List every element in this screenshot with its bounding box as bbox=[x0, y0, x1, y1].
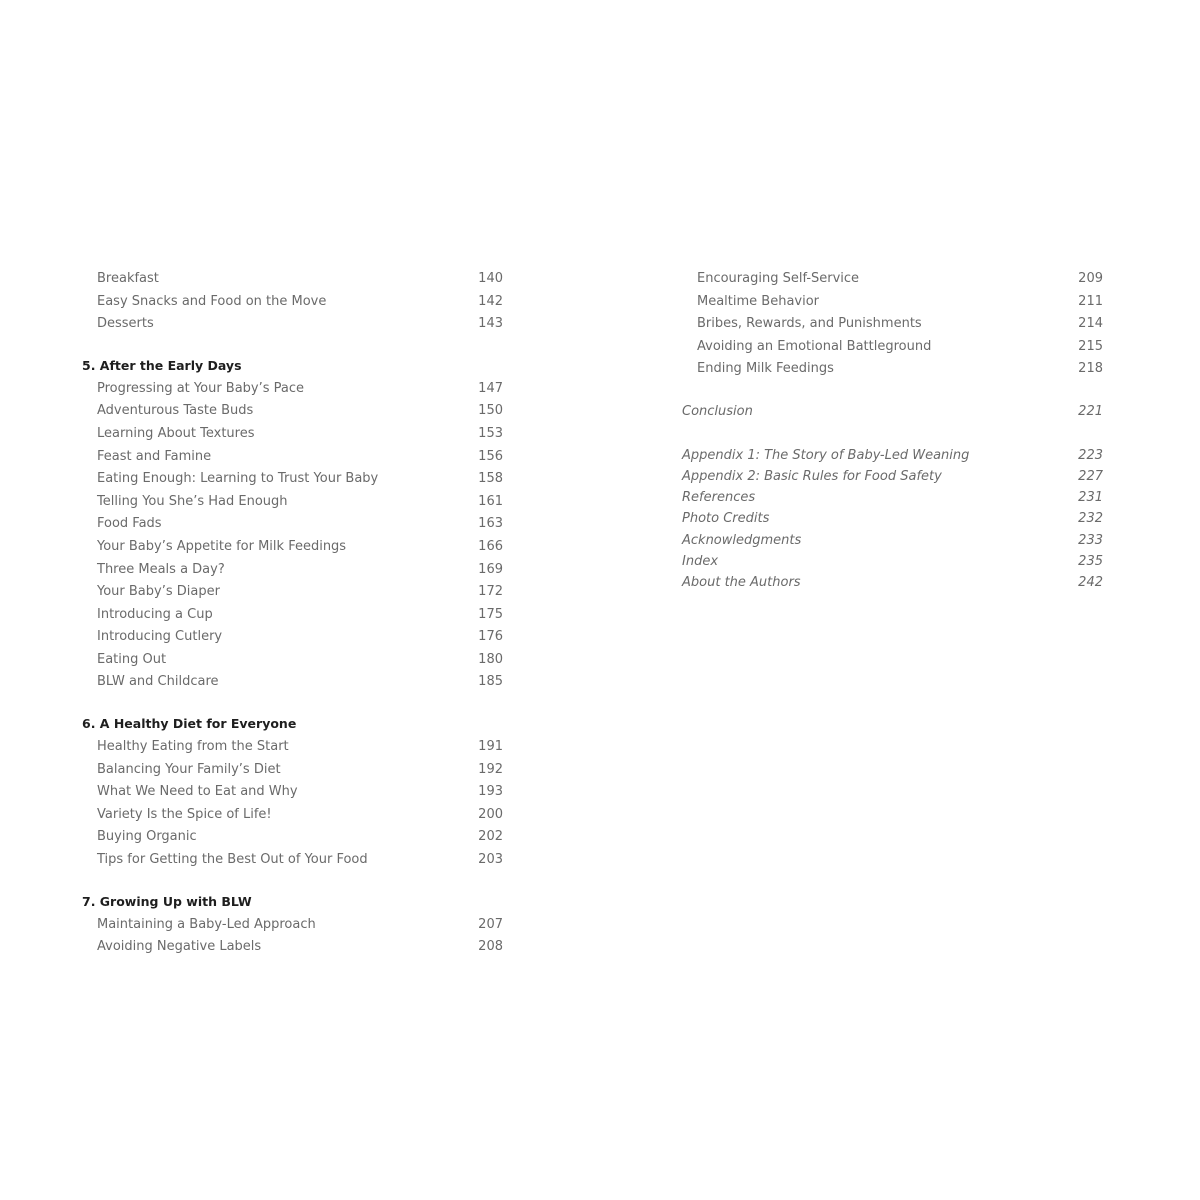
toc-entry-title: Healthy Eating from the Start bbox=[97, 739, 289, 755]
toc-entry[interactable] bbox=[682, 551, 1103, 572]
toc-entry[interactable] bbox=[82, 936, 503, 959]
toc-entry[interactable] bbox=[82, 849, 503, 872]
toc-entry[interactable] bbox=[82, 581, 503, 604]
toc-entry[interactable] bbox=[82, 313, 503, 336]
toc-entry-page: 231 bbox=[1078, 490, 1103, 506]
toc-entry-page: 232 bbox=[1078, 511, 1103, 527]
toc-entry[interactable] bbox=[682, 313, 1103, 336]
toc-entry-title: Easy Snacks and Food on the Move bbox=[97, 293, 327, 309]
toc-entry[interactable] bbox=[682, 487, 1103, 508]
toc-entry-title: Eating Enough: Learning to Trust Your Baby bbox=[97, 471, 379, 487]
spacer bbox=[82, 872, 503, 891]
toc-entry-page: 150 bbox=[478, 403, 503, 419]
toc-entry-title: Index bbox=[682, 554, 719, 570]
toc-entry-page: 161 bbox=[478, 493, 503, 509]
toc-entry-title: References bbox=[682, 490, 756, 506]
toc-entry[interactable] bbox=[82, 378, 503, 401]
spacer bbox=[682, 381, 1103, 402]
toc-entry-title: Introducing a Cup bbox=[97, 606, 213, 622]
toc-entry-title: Avoiding an Emotional Battleground bbox=[697, 338, 932, 354]
toc-entry-title: Balancing Your Family’s Diet bbox=[97, 761, 281, 777]
toc-entry[interactable] bbox=[682, 530, 1103, 551]
toc-entry[interactable] bbox=[682, 572, 1103, 593]
spacer bbox=[82, 694, 503, 713]
toc-entry-page: 193 bbox=[478, 784, 503, 800]
toc-entry-title: Desserts bbox=[97, 316, 154, 332]
chapter-heading[interactable]: 5. After the Early Days bbox=[82, 358, 242, 374]
toc-entry-title: About the Authors bbox=[682, 575, 801, 591]
toc-entry[interactable] bbox=[82, 759, 503, 782]
toc-entry-page: 214 bbox=[1078, 316, 1103, 332]
toc-entry-page: 202 bbox=[478, 829, 503, 845]
toc-entry-title: Introducing Cutlery bbox=[97, 629, 223, 645]
toc-entry-page: 143 bbox=[478, 316, 503, 332]
toc-entry[interactable] bbox=[82, 513, 503, 536]
toc-entry[interactable] bbox=[82, 291, 503, 314]
toc-entry[interactable] bbox=[82, 804, 503, 827]
toc-right-column bbox=[682, 268, 1103, 594]
toc-entry-title: Mealtime Behavior bbox=[697, 293, 820, 309]
toc-entry-title: Ending Milk Feedings bbox=[697, 361, 834, 377]
toc-entry-title: Adventurous Taste Buds bbox=[97, 403, 254, 419]
toc-entry-page: 163 bbox=[478, 516, 503, 532]
toc-entry-title: Variety Is the Spice of Life! bbox=[97, 806, 272, 822]
toc-entry-page: 215 bbox=[1078, 338, 1103, 354]
toc-entry[interactable] bbox=[682, 508, 1103, 529]
toc-entry[interactable] bbox=[82, 491, 503, 514]
toc-entry-page: 176 bbox=[478, 629, 503, 645]
toc-entry-page: 221 bbox=[1078, 404, 1103, 420]
toc-entry-title: What We Need to Eat and Why bbox=[97, 784, 298, 800]
toc-entry-title: Learning About Textures bbox=[97, 425, 255, 441]
toc-entry-page: 200 bbox=[478, 806, 503, 822]
chapter-heading[interactable]: 7. Growing Up with BLW bbox=[82, 894, 252, 910]
toc-entry[interactable] bbox=[82, 626, 503, 649]
toc-entry[interactable] bbox=[682, 358, 1103, 381]
toc-entry-page: 158 bbox=[478, 471, 503, 487]
toc-entry-page: 191 bbox=[478, 739, 503, 755]
toc-entry-page: 227 bbox=[1078, 468, 1103, 484]
toc-entry-title: Photo Credits bbox=[682, 511, 770, 527]
toc-entry-page: 203 bbox=[478, 852, 503, 868]
toc-entry-title: Telling You She’s Had Enough bbox=[97, 493, 288, 509]
toc-entry-title: Buying Organic bbox=[97, 829, 197, 845]
toc-entry[interactable] bbox=[82, 604, 503, 627]
toc-entry[interactable] bbox=[682, 268, 1103, 291]
toc-entry-page: 169 bbox=[478, 561, 503, 577]
toc-entry-page: 140 bbox=[478, 271, 503, 286]
toc-entry-page: 180 bbox=[478, 651, 503, 667]
toc-entry[interactable] bbox=[682, 291, 1103, 314]
toc-entry[interactable] bbox=[82, 559, 503, 582]
toc-entry-title: Encouraging Self-Service bbox=[697, 271, 860, 286]
toc-entry[interactable] bbox=[82, 536, 503, 559]
toc-entry-title: Breakfast bbox=[97, 271, 159, 286]
toc-entry[interactable] bbox=[82, 736, 503, 759]
toc-entry-page: 211 bbox=[1078, 293, 1103, 309]
toc-entry-title: Your Baby’s Diaper bbox=[97, 584, 220, 600]
toc-entry-title: Your Baby’s Appetite for Milk Feedings bbox=[97, 538, 347, 554]
toc-entry-title: Appendix 2: Basic Rules for Food Safety bbox=[682, 468, 942, 484]
toc-entry-page: 223 bbox=[1078, 447, 1103, 463]
toc-entry-title: Avoiding Negative Labels bbox=[97, 939, 262, 955]
toc-entry[interactable] bbox=[82, 671, 503, 694]
toc-entry-page: 242 bbox=[1078, 575, 1103, 591]
toc-entry-title: Conclusion bbox=[682, 404, 753, 420]
toc-entry[interactable] bbox=[82, 446, 503, 469]
spacer bbox=[682, 424, 1103, 445]
spacer bbox=[82, 336, 503, 355]
toc-entry-title: Feast and Famine bbox=[97, 448, 212, 464]
toc-entry-title: Three Meals a Day? bbox=[97, 561, 225, 577]
chapter-heading[interactable]: 6. A Healthy Diet for Everyone bbox=[82, 716, 297, 732]
toc-entry[interactable] bbox=[82, 423, 503, 446]
toc-entry-page: 142 bbox=[478, 293, 503, 309]
toc-entry-title: Maintaining a Baby-Led Approach bbox=[97, 916, 316, 932]
toc-entry-page: 156 bbox=[478, 448, 503, 464]
toc-entry[interactable] bbox=[82, 268, 503, 291]
toc-entry[interactable] bbox=[82, 781, 503, 804]
toc-entry[interactable] bbox=[82, 468, 503, 491]
toc-entry-page: 166 bbox=[478, 538, 503, 554]
toc-entry-page: 233 bbox=[1078, 532, 1103, 548]
toc-entry-page: 218 bbox=[1078, 361, 1103, 377]
toc-entry-title: Food Fads bbox=[97, 516, 162, 532]
toc-entry-page: 209 bbox=[1078, 271, 1103, 286]
toc-entry[interactable] bbox=[82, 914, 503, 937]
toc-entry-conclusion[interactable] bbox=[682, 401, 1103, 424]
toc-entry-page: 192 bbox=[478, 761, 503, 777]
toc-entry[interactable] bbox=[682, 336, 1103, 359]
toc-entry-title: Bribes, Rewards, and Punishments bbox=[697, 316, 922, 332]
toc-entry-page: 172 bbox=[478, 584, 503, 600]
toc-entry-title: Tips for Getting the Best Out of Your Food bbox=[97, 852, 368, 868]
toc-entry[interactable] bbox=[682, 445, 1103, 466]
toc-entry[interactable] bbox=[682, 466, 1103, 487]
toc-entry[interactable] bbox=[82, 400, 503, 423]
toc-entry-page: 153 bbox=[478, 425, 503, 441]
toc-entry-title: Appendix 1: The Story of Baby-Led Weaning bbox=[682, 447, 970, 463]
toc-entry-page: 175 bbox=[478, 606, 503, 622]
toc-entry-title: Eating Out bbox=[97, 651, 167, 667]
toc-entry-title: Progressing at Your Baby’s Pace bbox=[97, 380, 305, 396]
toc-entry-title: Acknowledgments bbox=[682, 532, 802, 548]
toc-entry[interactable] bbox=[82, 826, 503, 849]
toc-left-column bbox=[82, 268, 503, 959]
toc-entry-page: 208 bbox=[478, 939, 503, 955]
toc-entry[interactable] bbox=[82, 649, 503, 672]
toc-entry-title: BLW and Childcare bbox=[97, 674, 219, 690]
toc-entry-page: 235 bbox=[1078, 554, 1103, 570]
toc-entry-page: 185 bbox=[478, 674, 503, 690]
toc-entry-page: 207 bbox=[478, 916, 503, 932]
toc-entry-page: 147 bbox=[478, 380, 503, 396]
